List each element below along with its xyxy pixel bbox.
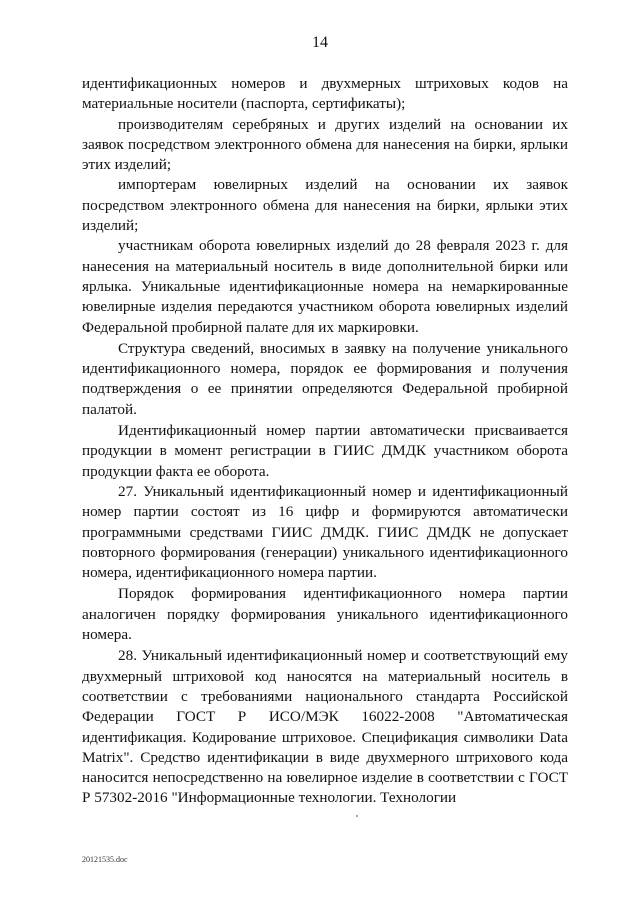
paragraph-6: Идентификационный номер партии автоматически присваивается продукции в момент регистрации в ГИИС ДМДК участником оборота продукции факта ее оборота. (82, 422, 568, 480)
paragraph-2: производителям серебряных и других изделий на основании их заявок посредством электронного обмена для нанесения на бирки, ярлыки этих изделий; (82, 115, 568, 174)
paragraph-3: импортерам ювелирных изделий на основании их заявок посредством электронного обмена для нанесения на бирки, ярлыки этих изделий; (82, 176, 568, 235)
document-body (82, 74, 568, 809)
scan-speck (356, 815, 358, 817)
paragraph-5: Структура сведений, вносимых в заявку на получение уникального идентификационного номера, порядок ее формирования и получения подтверждения о ее принятии определяются Федеральной пробирной палатой. (82, 339, 568, 418)
file-name-footer: 20121535.doc (82, 855, 128, 864)
paragraph-7: 27. Уникальный идентификационный номер и идентификационный номер партии состоят из 16 цифр и формируются автоматически программными средствами ГИИС ДМДК. ГИИС ДМДК не допускает повторного формирования (генерации) уникального идентификационного номера, идентификационного номера партии. (82, 482, 568, 582)
page-number: 14 (312, 34, 328, 51)
paragraph-8: Порядок формирования идентификационного номера партии аналогичен порядку формирования уникального идентификационного номера. (82, 585, 568, 644)
paragraph-4: участникам оборота ювелирных изделий до 28 февраля 2023 г. для нанесения на материальный носитель в виде дополнительной бирки или ярлыка. Уникальные идентификационные номера на немаркированные ювелирные изделия передаются участником оборота ювелирных изделий Федеральной пробирной палате для их маркировки. (82, 237, 568, 336)
paragraph-9: 28. Уникальный идентификационный номер и соответствующий ему двухмерный штриховой код наносятся на материальный носитель в соответствии с требованиями национального стандарта Российской Федерации ГОСТ Р ИСО/МЭК 16022-2008 "Автоматическая идентификация. Кодирование штриховое. Спецификация символики Data Matrix". Средство идентификации в виде двухмерного штрихового кода наносится непосредственно на ювелирное изделие в соответствии с ГОСТ Р 57302-2016 "Информационные технологии. Технологии (82, 647, 568, 807)
paragraph-1: идентификационных номеров и двухмерных штриховых кодов на материальные носители (паспорта, сертификаты); (82, 75, 568, 113)
